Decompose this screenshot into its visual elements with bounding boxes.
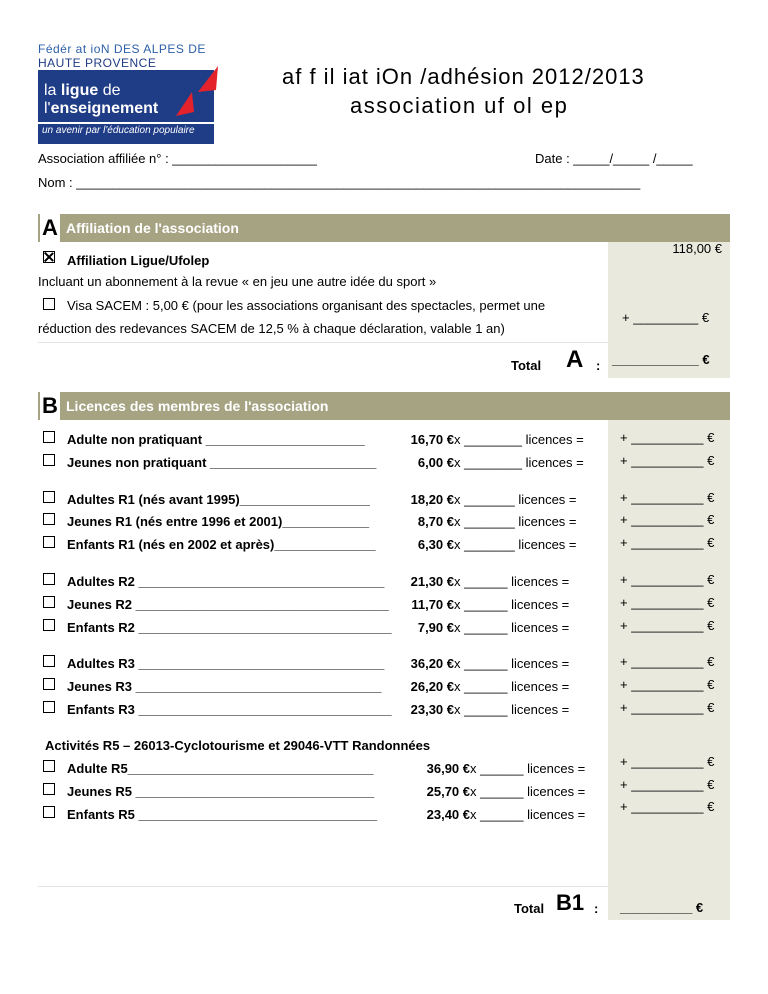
licence-price-cell — [372, 679, 454, 694]
licence-price: 26,20 € — [410, 679, 454, 694]
licence-price: 7,90 € — [417, 620, 454, 635]
licence-label: Jeunes R5 _________________________________ — [67, 784, 375, 799]
licence-quantity-field[interactable]: x _______ licences = — [454, 514, 577, 529]
licence-quantity-field[interactable]: x ______ licences = — [454, 679, 570, 694]
licence-price-cell — [380, 761, 470, 776]
licence-checkbox[interactable] — [43, 431, 55, 443]
licence-price-cell — [372, 574, 454, 589]
licence-quantity-field[interactable]: x ________ licences = — [454, 432, 584, 447]
licence-amount-field[interactable]: + __________ € — [620, 700, 715, 715]
section-b-divider — [38, 886, 608, 887]
licence-price: 11,70 € — [411, 597, 454, 612]
licence-checkbox[interactable] — [43, 491, 55, 503]
licence-label: Jeunes non pratiquant _______________________ — [67, 455, 377, 470]
licence-amount-field[interactable]: + __________ € — [620, 453, 715, 468]
licence-amount-field[interactable]: + __________ € — [620, 490, 715, 505]
licence-quantity-field[interactable]: x ______ licences = — [454, 656, 570, 671]
licence-label: Enfants R1 (nés en 2002 et après)______________ — [67, 537, 376, 552]
logo-enseignement: l'enseignement — [44, 100, 159, 117]
licence-price: 6,00 € — [417, 455, 454, 470]
total-b1-colon: : — [594, 901, 599, 916]
licence-amount-field[interactable]: + __________ € — [620, 430, 715, 445]
licence-checkbox[interactable] — [43, 760, 55, 772]
section-b-header — [38, 392, 730, 420]
date-field[interactable]: Date : _____/_____ /_____ — [535, 151, 693, 166]
sacem-line2: réduction des redevances SACEM de 12,5 % à chaque déclaration, valable 1 an) — [38, 321, 505, 336]
licence-quantity-field[interactable]: x _______ licences = — [454, 537, 577, 552]
licence-label: Adultes R3 __________________________________ — [67, 656, 385, 671]
licence-label: Enfants R5 _________________________________ — [67, 807, 378, 822]
r5-heading: Activités R5 – 26013-Cyclotourisme et 29046-VTT Randonnées — [45, 738, 431, 753]
licence-checkbox[interactable] — [43, 655, 55, 667]
name-field[interactable]: Nom : ______________________________________________________________________________ — [38, 175, 641, 190]
licence-amount-field[interactable]: + __________ € — [620, 799, 715, 814]
section-a-letter: A — [40, 213, 60, 243]
sacem-amount-field[interactable]: + _________ € — [622, 310, 710, 325]
licence-amount-field[interactable]: + __________ € — [620, 595, 715, 610]
licence-quantity-field[interactable]: x ______ licences = — [470, 807, 586, 822]
licence-price: 6,30 € — [417, 537, 454, 552]
licence-label: Enfants R2 ___________________________________ — [67, 620, 392, 635]
licence-price: 16,70 € — [410, 432, 454, 447]
licence-label: Adultes R2 __________________________________ — [67, 574, 385, 589]
licence-price: 8,70 € — [417, 514, 454, 529]
sacem-line1: Visa SACEM : 5,00 € (pour les associations organisant des spectacles, permet une — [67, 298, 546, 313]
licence-price-cell — [372, 492, 454, 507]
licence-label: Adulte non pratiquant ______________________ — [67, 432, 365, 447]
licence-label: Enfants R3 ___________________________________ — [67, 702, 392, 717]
licence-checkbox[interactable] — [43, 806, 55, 818]
licence-checkbox[interactable] — [43, 513, 55, 525]
licence-label: Jeunes R2 ___________________________________ — [67, 597, 389, 612]
section-a-header — [38, 214, 730, 242]
subscription-text: Incluant un abonnement à la revue « en jeu une autre idée du sport » — [38, 274, 437, 289]
licence-checkbox[interactable] — [43, 536, 55, 548]
sacem-checkbox[interactable] — [43, 298, 55, 310]
licence-amount-field[interactable]: + __________ € — [620, 777, 715, 792]
total-b1-letter: B1 — [556, 890, 585, 915]
licence-amount-field[interactable]: + __________ € — [620, 754, 715, 769]
licence-price-cell — [380, 784, 470, 799]
licence-quantity-field[interactable]: x ______ licences = — [470, 761, 586, 776]
total-a-label: Total — [511, 358, 542, 373]
licence-checkbox[interactable] — [43, 454, 55, 466]
section-b-title: Licences des membres de l'association — [66, 398, 329, 414]
licence-amount-field[interactable]: + __________ € — [620, 572, 715, 587]
licence-label: Jeunes R1 (nés entre 1996 et 2001)____________ — [67, 514, 370, 529]
page-title-line1: af f il iat iOn /adhésion 2012/2013 — [282, 64, 645, 89]
federation-line2: HAUTE PROVENCE — [38, 56, 157, 70]
total-a-colon: : — [596, 358, 601, 373]
licence-price-cell — [372, 537, 454, 552]
licence-amount-field[interactable]: + __________ € — [620, 512, 715, 527]
licence-label: Adulte R5__________________________________ — [67, 761, 374, 776]
licence-checkbox[interactable] — [43, 701, 55, 713]
federation-line1: Fédér at ioN DES ALPES DE — [38, 42, 206, 56]
licence-price: 21,30 € — [410, 574, 454, 589]
licence-checkbox[interactable] — [43, 619, 55, 631]
total-a-amount-field[interactable]: ____________ € — [612, 352, 710, 367]
association-number-field[interactable]: Association affiliée n° : ____________________ — [38, 151, 317, 166]
section-a-title: Affiliation de l'association — [66, 220, 239, 236]
page-title-line2: association uf ol ep — [350, 93, 569, 118]
licence-price-cell — [380, 807, 470, 822]
licence-quantity-field[interactable]: x ______ licences = — [470, 784, 586, 799]
section-a-divider — [38, 342, 608, 343]
licence-amount-field[interactable]: + __________ € — [620, 677, 715, 692]
licence-price: 36,90 € — [426, 761, 470, 776]
licence-quantity-field[interactable]: x ________ licences = — [454, 455, 584, 470]
licence-label: Adultes R1 (nés avant 1995)__________________ — [67, 492, 370, 507]
licence-quantity-field[interactable]: x ______ licences = — [454, 597, 570, 612]
licence-price-cell — [372, 620, 454, 635]
total-a-letter: A — [566, 346, 584, 373]
logo-red-triangles-icon — [150, 60, 240, 150]
licence-price-cell — [372, 597, 454, 612]
licence-price: 18,20 € — [410, 492, 454, 507]
licence-quantity-field[interactable]: x _______ licences = — [454, 492, 577, 507]
licence-price-cell — [372, 702, 454, 717]
affiliation-label: Affiliation Ligue/Ufolep — [67, 253, 210, 268]
licence-label: Jeunes R3 __________________________________ — [67, 679, 382, 694]
licence-price: 23,40 € — [426, 807, 470, 822]
licence-amount-field[interactable]: + __________ € — [620, 618, 715, 633]
licence-quantity-field[interactable]: x ______ licences = — [454, 574, 570, 589]
licence-checkbox[interactable] — [43, 596, 55, 608]
affiliation-price: 118,00 € — [672, 241, 722, 256]
licence-price: 23,30 € — [410, 702, 454, 717]
licence-price-cell — [372, 455, 454, 470]
licence-amount-field[interactable]: + __________ € — [620, 535, 715, 550]
licence-price: 36,20 € — [410, 656, 454, 671]
licence-amount-field[interactable]: + __________ € — [620, 654, 715, 669]
total-b1-label: Total — [514, 901, 545, 916]
licence-checkbox[interactable] — [43, 678, 55, 690]
logo-tagline: un avenir par l'éducation populaire — [42, 125, 195, 136]
total-b1-amount-field[interactable]: __________ € — [620, 900, 704, 915]
licence-price: 25,70 € — [426, 784, 470, 799]
licence-price-cell — [372, 432, 454, 447]
licence-quantity-field[interactable]: x ______ licences = — [454, 620, 570, 635]
licence-quantity-field[interactable]: x ______ licences = — [454, 702, 570, 717]
licence-price-cell — [372, 514, 454, 529]
licence-checkbox[interactable] — [43, 573, 55, 585]
licence-checkbox[interactable] — [43, 783, 55, 795]
logo-la-ligue: la ligue de — [44, 82, 121, 99]
affiliation-checkbox[interactable] — [43, 251, 55, 263]
section-b-letter: B — [40, 391, 60, 421]
licence-price-cell — [372, 656, 454, 671]
